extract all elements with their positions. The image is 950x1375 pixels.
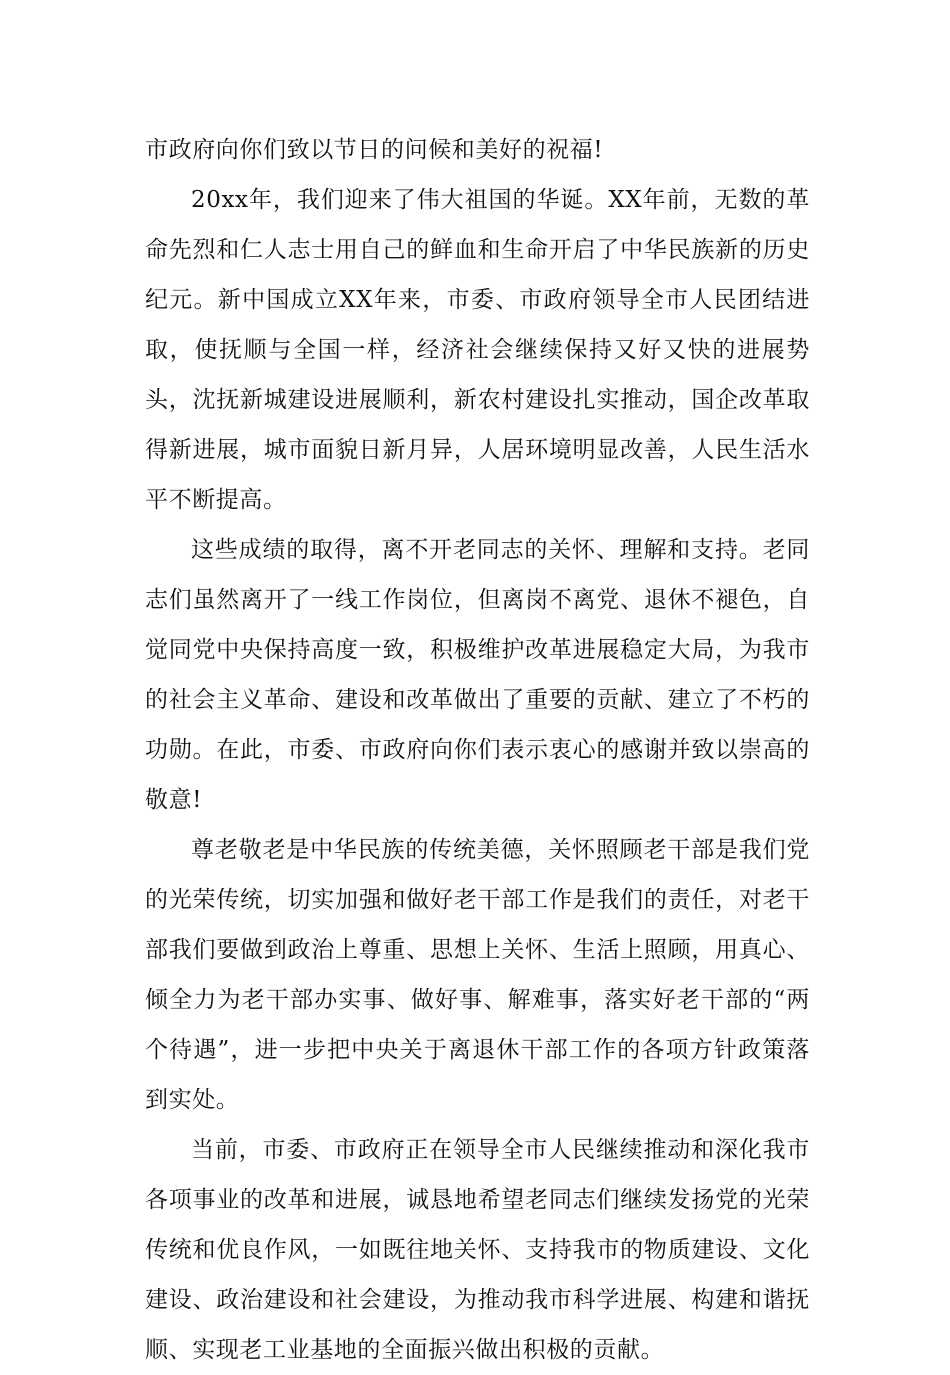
- paragraph-4: 尊老敬老是中华民族的传统美德，关怀照顾老干部是我们党的光荣传统，切实加强和做好老干部工作是我们的责任，对老干部我们要做到政治上尊重、思想上关怀、生活上照顾，用真心、倾全力为老干部办实事、做好事、解难事，落实好老干部的“两个待遇”，进一步把中央关于离退休干部工作的各项方针政策落到实处。: [145, 837, 810, 1113]
- paragraph-5: 当前，市委、市政府正在领导全市人民继续推动和深化我市各项事业的改革和进展，诚恳地希望老同志们继续发扬党的光荣传统和优良作风，一如既往地关怀、支持我市的物质建设、文化建设、政治建设和社会建设，为推动我市科学进展、构建和谐抚顺、实现老工业基地的全面振兴做出积极的贡献。: [145, 1137, 810, 1363]
- paragraph-2: 20xx年，我们迎来了伟大祖国的华诞。XX年前，无数的革命先烈和仁人志士用自己的鲜血和生命开启了中华民族新的历史纪元。新中国成立XX年来，市委、市政府领导全市人民团结进取，使抚顺与全国一样，经济社会继续保持又好又快的进展势头，沈抚新城建设进展顺利，新农村建设扎实推动，国企改革取得新进展，城市面貌日新月异，人居环境明显改善，人民生活水平不断提高。: [145, 187, 810, 513]
- paragraph-1: 市政府向你们致以节日的问候和美好的祝福!: [145, 137, 604, 163]
- paragraph-3: 这些成绩的取得，离不开老同志的关怀、理解和支持。老同志们虽然离开了一线工作岗位，但离岗不离党、退休不褪色，自觉同党中央保持高度一致，积极维护改革进展稳定大局，为我市的社会主义革命、建设和改革做出了重要的贡献、建立了不朽的功勋。在此，市委、市政府向你们表示衷心的感谢并致以崇高的敬意!: [145, 537, 810, 813]
- document-body: [145, 125, 810, 1375]
